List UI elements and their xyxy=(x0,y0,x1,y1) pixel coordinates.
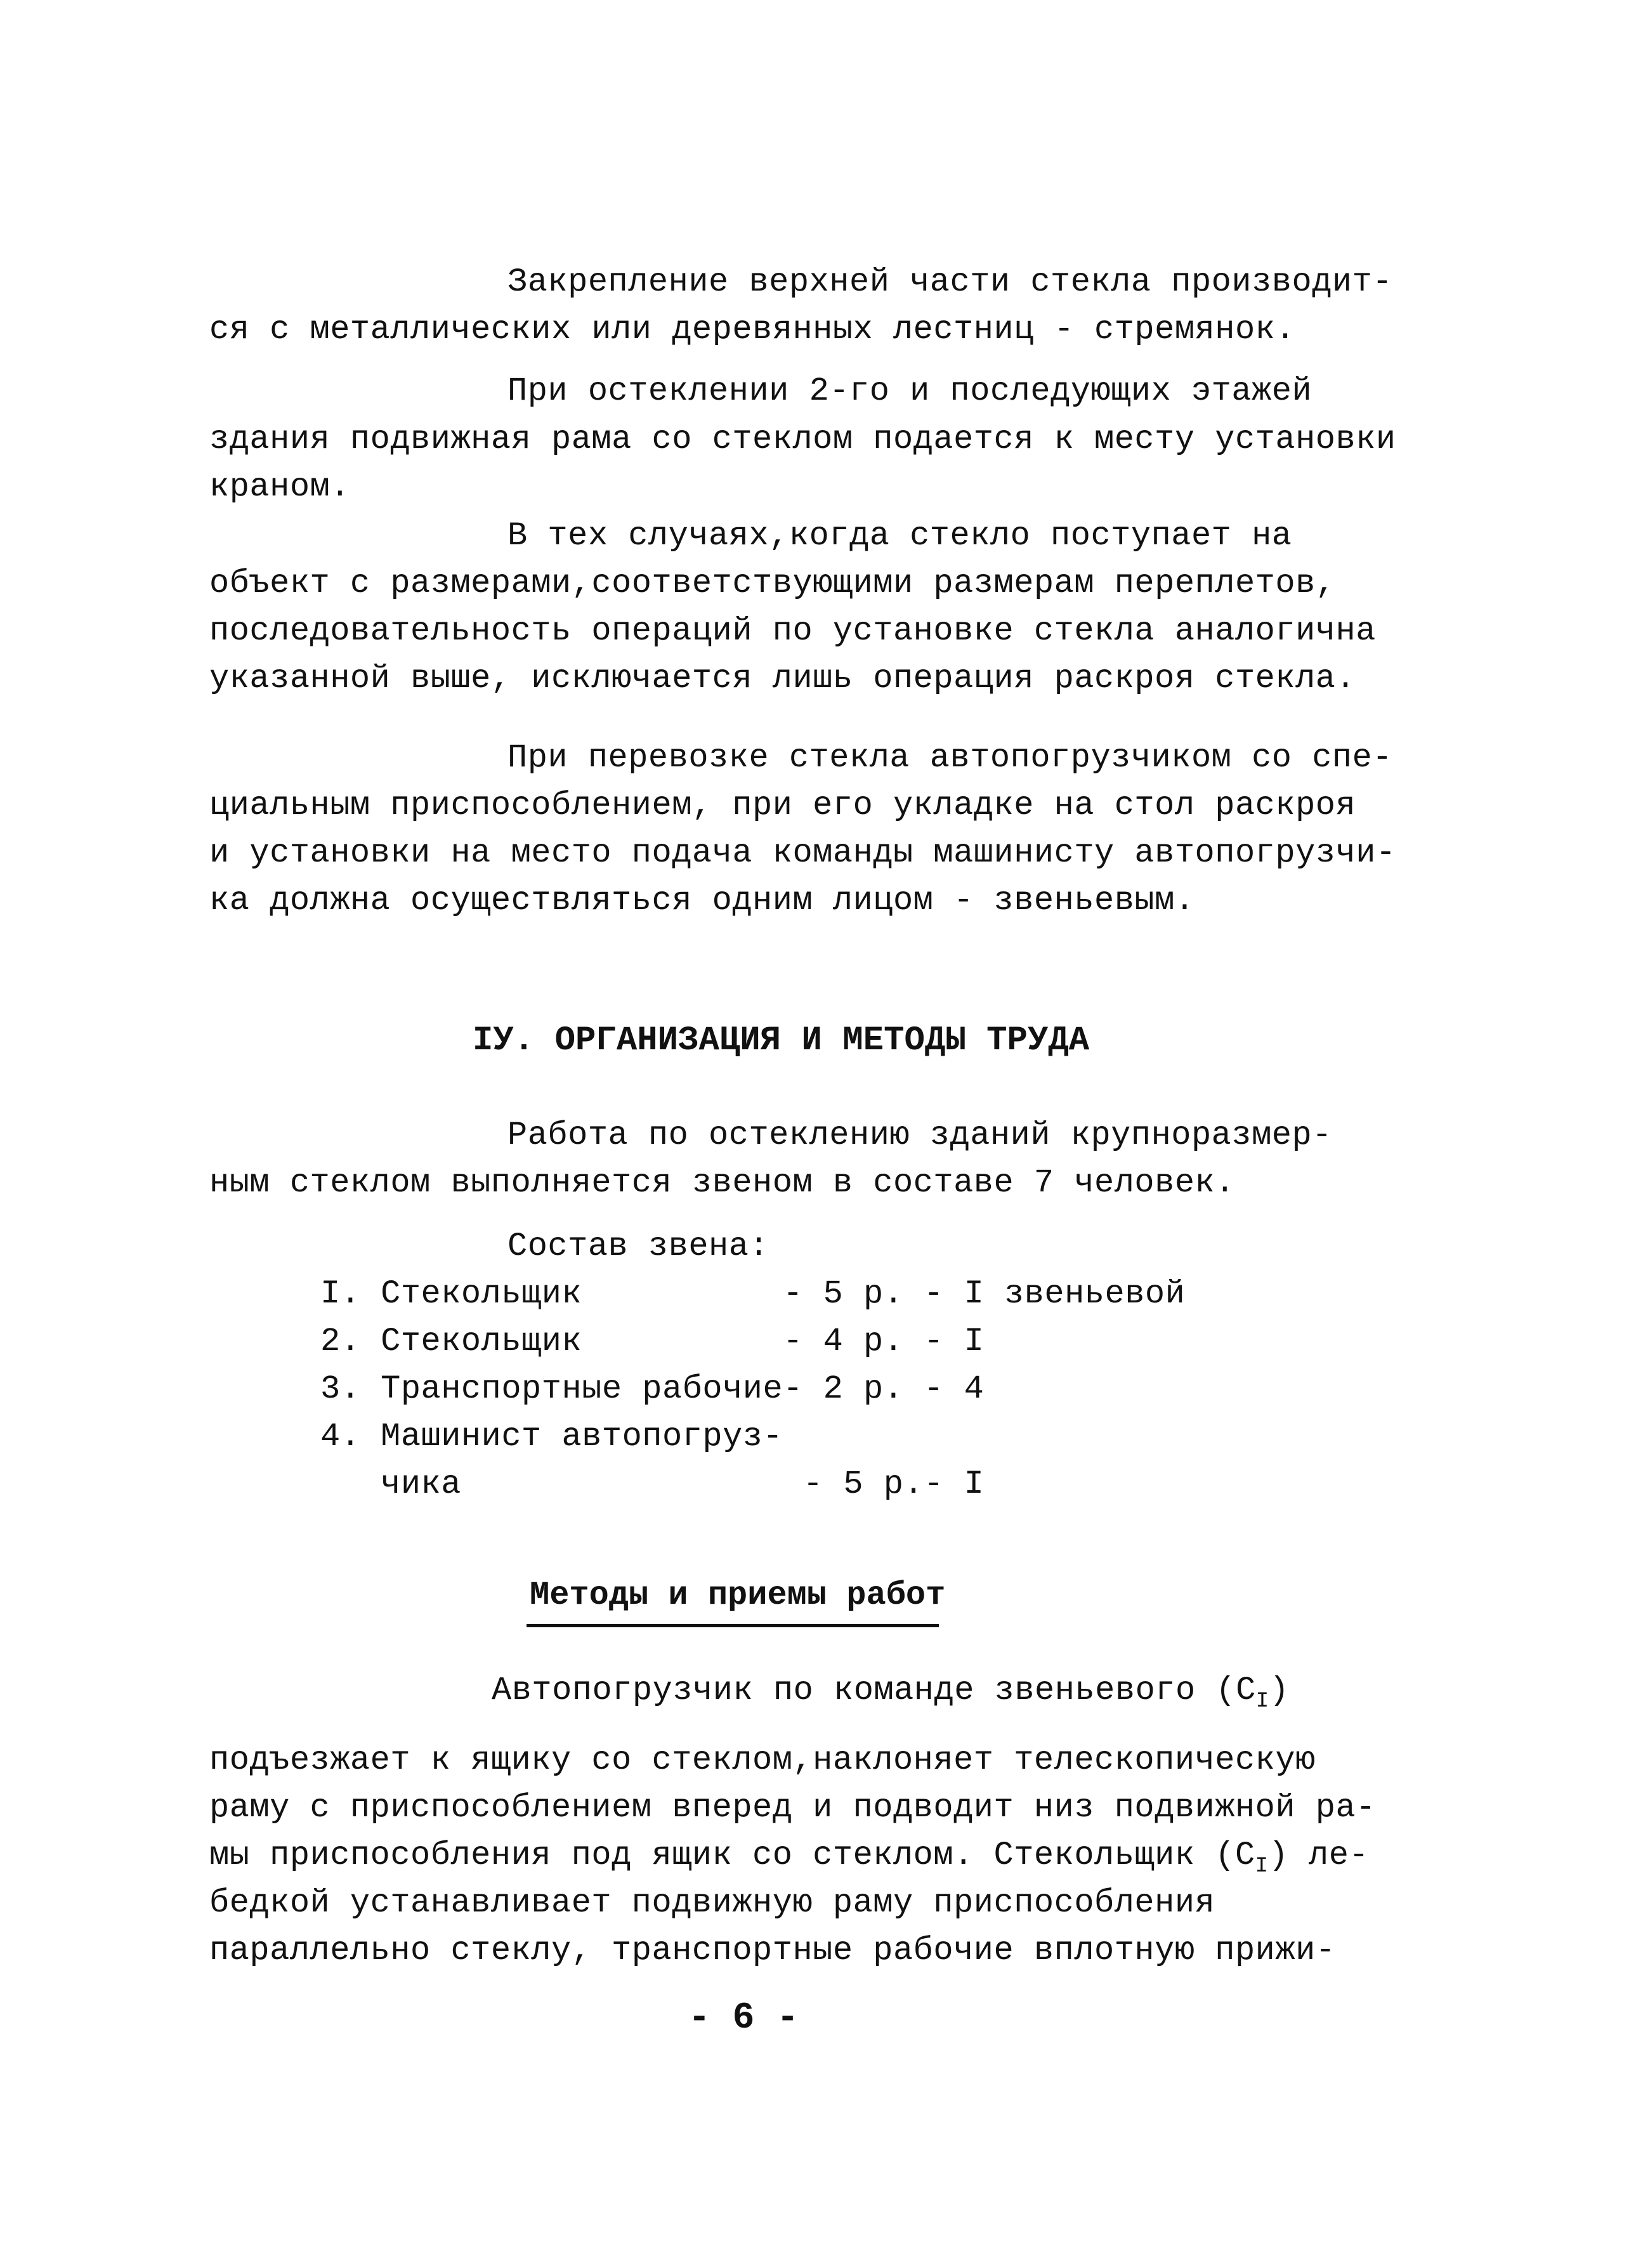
paragraph-2-line-1: При остеклении 2-го и последующих этажей xyxy=(507,372,1312,410)
paragraph-2-line-3: краном. xyxy=(209,468,350,506)
subscript-index: I xyxy=(1255,1689,1269,1714)
crew-row: 4. Машинист автопогруз- xyxy=(320,1418,783,1455)
paragraph-6-line-4 xyxy=(209,1837,1369,1885)
crew-row: 2. Стекольщик - 4 р. - I xyxy=(320,1323,985,1360)
paragraph-6-line-1-end: ) xyxy=(1269,1672,1290,1709)
methods-heading: Методы и приемы работ xyxy=(530,1576,946,1614)
paragraph-3-line-2: объект с размерами,соответствующими размерам переплетов, xyxy=(209,565,1336,602)
paragraph-6-line-2: подъезжает к ящику со стеклом,наклоняет телескопическую xyxy=(209,1741,1316,1779)
paragraph-1-line-1: Закрепление верхней части стекла производит- xyxy=(507,263,1393,301)
paragraph-3-line-4: указанной выше, исключается лишь операция раскроя стекла. xyxy=(209,660,1356,697)
section-heading: IУ. ОРГАНИЗАЦИЯ И МЕТОДЫ ТРУДА xyxy=(473,1021,1090,1060)
paragraph-5-line-1: Работа по остеклению зданий крупноразмер- xyxy=(507,1117,1332,1154)
paragraph-6-line-6: параллельно стеклу, транспортные рабочие вплотную прижи- xyxy=(209,1932,1336,1969)
paragraph-6-line-1-text: Автопогрузчик по команде звеньевого (С xyxy=(492,1672,1256,1709)
paragraph-6-line-4-text: мы приспособления под ящик со стеклом. Стекольщик (С xyxy=(209,1837,1255,1874)
paragraph-2-line-2: здания подвижная рама со стеклом подается к месту установки xyxy=(209,421,1396,458)
paragraph-5-line-2: ным стеклом выполняется звеном в составе 7 человек. xyxy=(209,1164,1235,1202)
crew-row: 3. Транспортные рабочие- 2 р. - 4 xyxy=(320,1370,985,1408)
paragraph-3-line-3: последовательность операций по установке стекла аналогична xyxy=(209,612,1376,650)
crew-row: чика - 5 р.- I xyxy=(320,1465,985,1503)
paragraph-6-line-4-end: ) ле- xyxy=(1268,1837,1370,1874)
paragraph-4-line-3: и установки на место подача команды машинисту автопогрузчи- xyxy=(209,834,1396,872)
paragraph-6-line-3: раму с приспособлением вперед и подводит низ подвижной ра- xyxy=(209,1789,1376,1826)
methods-heading-underline xyxy=(527,1624,939,1627)
page-number: - 6 - xyxy=(688,1998,799,2039)
paragraph-6-line-1 xyxy=(492,1672,1289,1721)
paragraph-1-line-2: ся с металлических или деревянных лестниц - стремянок. xyxy=(209,311,1296,348)
paragraph-4-line-4: ка должна осуществляться одним лицом - звеньевым. xyxy=(209,882,1195,919)
crew-title: Состав звена: xyxy=(507,1228,769,1265)
paragraph-4-line-2: циальным приспособлением, при его укладке на стол раскроя xyxy=(209,787,1356,824)
paragraph-4-line-1: При перевозке стекла автопогрузчиком со спе- xyxy=(507,739,1393,777)
crew-row: I. Стекольщик - 5 р. - I звеньевой xyxy=(320,1275,1186,1313)
paragraph-3-line-1: В тех случаях,когда стекло поступает на xyxy=(507,517,1292,554)
subscript-index: I xyxy=(1255,1854,1269,1878)
paragraph-6-line-5: бедкой устанавливает подвижную раму приспособления xyxy=(209,1884,1215,1922)
